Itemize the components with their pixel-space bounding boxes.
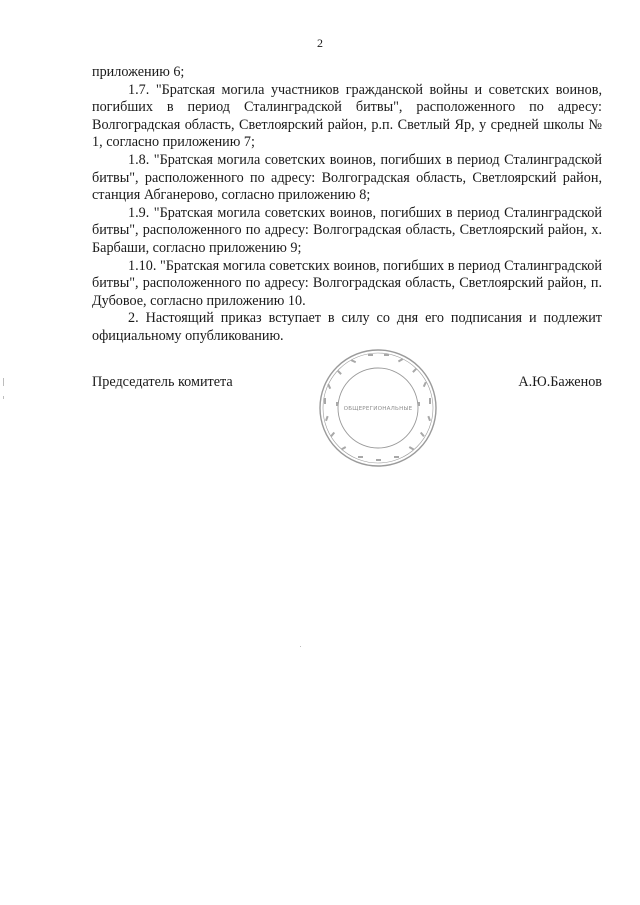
paragraph-item-2: 2. Настоящий приказ вступает в силу со дня его подписания и подлежит официальному опубликованию. — [92, 310, 602, 344]
paragraph-continuation: приложению 6; — [92, 64, 185, 80]
official-stamp — [316, 346, 440, 470]
page-number: 2 — [317, 36, 323, 50]
paragraph-item-1-7: 1.7. "Братская могила участников гражданской войны и советских воинов, погибших в период Сталинградской битвы", расположенного по адресу: Волгоградская область, Светлоярский район, р.п. Светлый Яр, у средней школы № 1, согласно приложению 7; — [92, 81, 602, 151]
scan-mark-dot — [300, 646, 301, 647]
signer-name: А.Ю.Баженов — [518, 374, 602, 390]
scan-mark-left — [3, 378, 4, 386]
paragraph-item-1-10: 1.10. "Братская могила советских воинов, погибших в период Сталинградской битвы", расположенного по адресу: Волгоградская область, Светлоярский район, п. Дубовое, согласно приложению 10. — [92, 257, 602, 309]
stamp-center-text: ОБЩЕРЕГИОНАЛЬНЫЕ — [343, 406, 413, 412]
signer-title: Председатель комитета — [92, 374, 233, 390]
document-body — [92, 64, 602, 346]
paragraph-item-1-9: 1.9. "Братская могила советских воинов, погибших в период Сталинградской битвы", расположенного по адресу: Волгоградская область, Светлоярский район, х. Барбаши, согласно приложению 9; — [92, 204, 602, 256]
scan-mark-left-lower — [3, 396, 4, 399]
paragraph-item-1-8: 1.8. "Братская могила советских воинов, погибших в период Сталинградской битвы", расположенного по адресу: Волгоградская область, Светлоярский район, станция Абганерово, согласно приложению 8; — [92, 151, 602, 204]
